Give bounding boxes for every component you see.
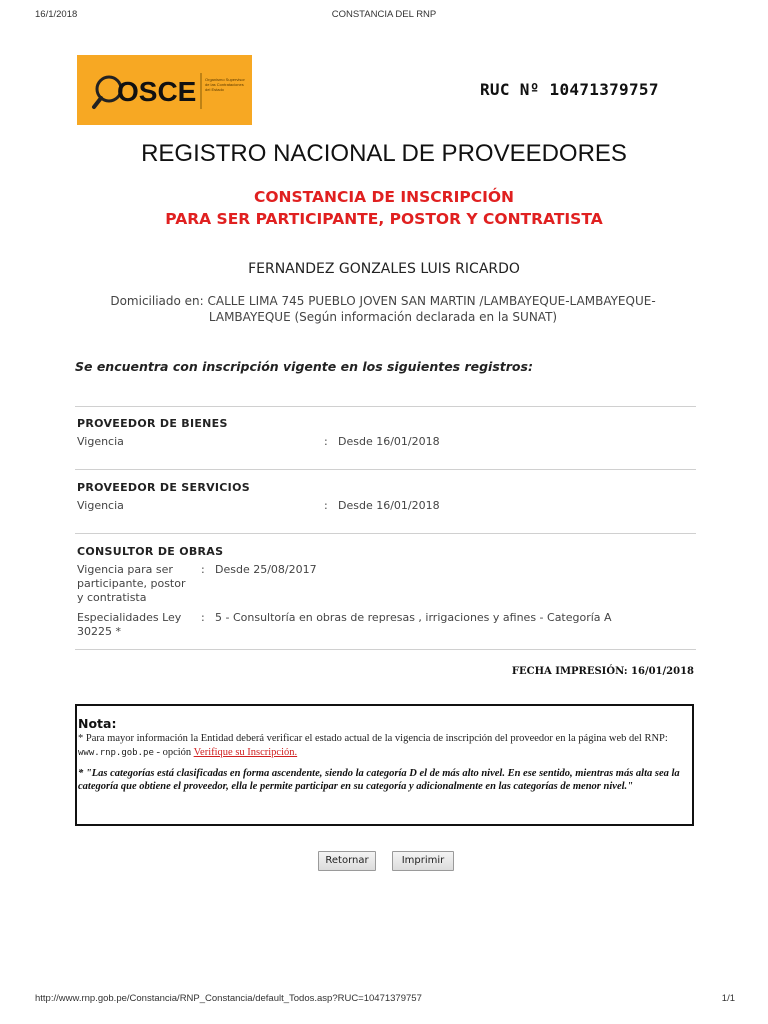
section-title-bienes: PROVEEDOR DE BIENES <box>77 417 228 430</box>
subtitle-line-2: PARA SER PARTICIPANTE, POSTOR Y CONTRATISTA <box>165 210 603 228</box>
fecha-impresion: FECHA IMPRESIÓN: 16/01/2018 <box>511 666 694 677</box>
verifique-inscripcion-link[interactable]: Verifique su Inscripción. <box>193 747 298 758</box>
page-title: REGISTRO NACIONAL DE PROVEEDORES <box>141 140 627 167</box>
divider <box>75 649 696 650</box>
subtitle-line-1: CONSTANCIA DE INSCRIPCIÓN <box>253 188 515 206</box>
nota-paragraph-2: * "Las categorías está clasificadas en forma ascendente, siendo la categoría D el de más alto nivel. En ese sentido, mientras más alta sea la categoría que obtiene el proveedor, ella le permite participar en su categoría y adicionalmente en las categorías de menor nivel." <box>78 768 680 792</box>
ruc-number: RUC Nº 10471379757 <box>480 80 659 99</box>
especialidades-value: 5 - Consultoría en obras de represas , irrigaciones y afines - Categoría A <box>215 611 612 624</box>
print-date: 16/1/2018 <box>35 9 78 20</box>
page-url: http://www.rnp.gob.pe/Constancia/RNP_Constancia/default_Todos.asp?RUC=10471379757 <box>35 993 422 1004</box>
vigencia-value: Desde 16/01/2018 <box>338 435 440 448</box>
colon: : <box>201 563 205 576</box>
vigencia-label: Vigencia <box>77 499 124 512</box>
divider <box>75 533 696 534</box>
nota-paragraph-1: * Para mayor información la Entidad deberá verificar el estado actual de la vigencia de inscripción del proveedor en la página web del RNP: www.rnp.gob.pe - opción Verifique su Inscripción. <box>78 733 668 758</box>
divider <box>75 406 696 407</box>
section-title-servicios: PROVEEDOR DE SERVICIOS <box>77 481 250 494</box>
vigencia-value: Desde 16/01/2018 <box>338 499 440 512</box>
owner-name: FERNANDEZ GONZALES LUIS RICARDO <box>248 261 520 277</box>
rnp-site: www.rnp.gob.pe <box>78 748 154 758</box>
intro-text: Se encuentra con inscripción vigente en los siguientes registros: <box>75 359 533 374</box>
address-line-2: LAMBAYEQUE (Según información declarada en la SUNAT) <box>208 310 558 324</box>
vigencia-label: Vigencia <box>77 435 124 448</box>
vigencia-value: Desde 25/08/2017 <box>215 563 317 576</box>
logo-text: OSCE <box>117 76 197 107</box>
nota-title: Nota: <box>78 716 117 731</box>
address-line-1: Domiciliado en: CALLE LIMA 745 PUEBLO JOVEN SAN MARTIN /LAMBAYEQUE-LAMBAYEQUE- <box>110 294 656 308</box>
imprimir-button[interactable]: Imprimir <box>392 851 454 871</box>
colon: : <box>324 499 328 512</box>
retornar-button[interactable]: Retornar <box>318 851 376 871</box>
page-number: 1/1 <box>721 993 735 1004</box>
colon: : <box>324 435 328 448</box>
address <box>95 293 671 325</box>
print-page-title: CONSTANCIA DEL RNP <box>331 9 437 20</box>
osce-logo <box>77 55 252 125</box>
nota-box <box>75 704 694 826</box>
divider <box>75 469 696 470</box>
especialidades-label: Especialidades Ley 30225 * <box>77 611 182 638</box>
section-title-obras: CONSULTOR DE OBRAS <box>77 545 224 558</box>
logo-tagline: Organismo Supervisor de las Contrataciones del Estado <box>205 77 245 92</box>
colon: : <box>201 611 205 624</box>
vigencia-label: Vigencia para ser participante, postor y contratista <box>77 563 186 604</box>
